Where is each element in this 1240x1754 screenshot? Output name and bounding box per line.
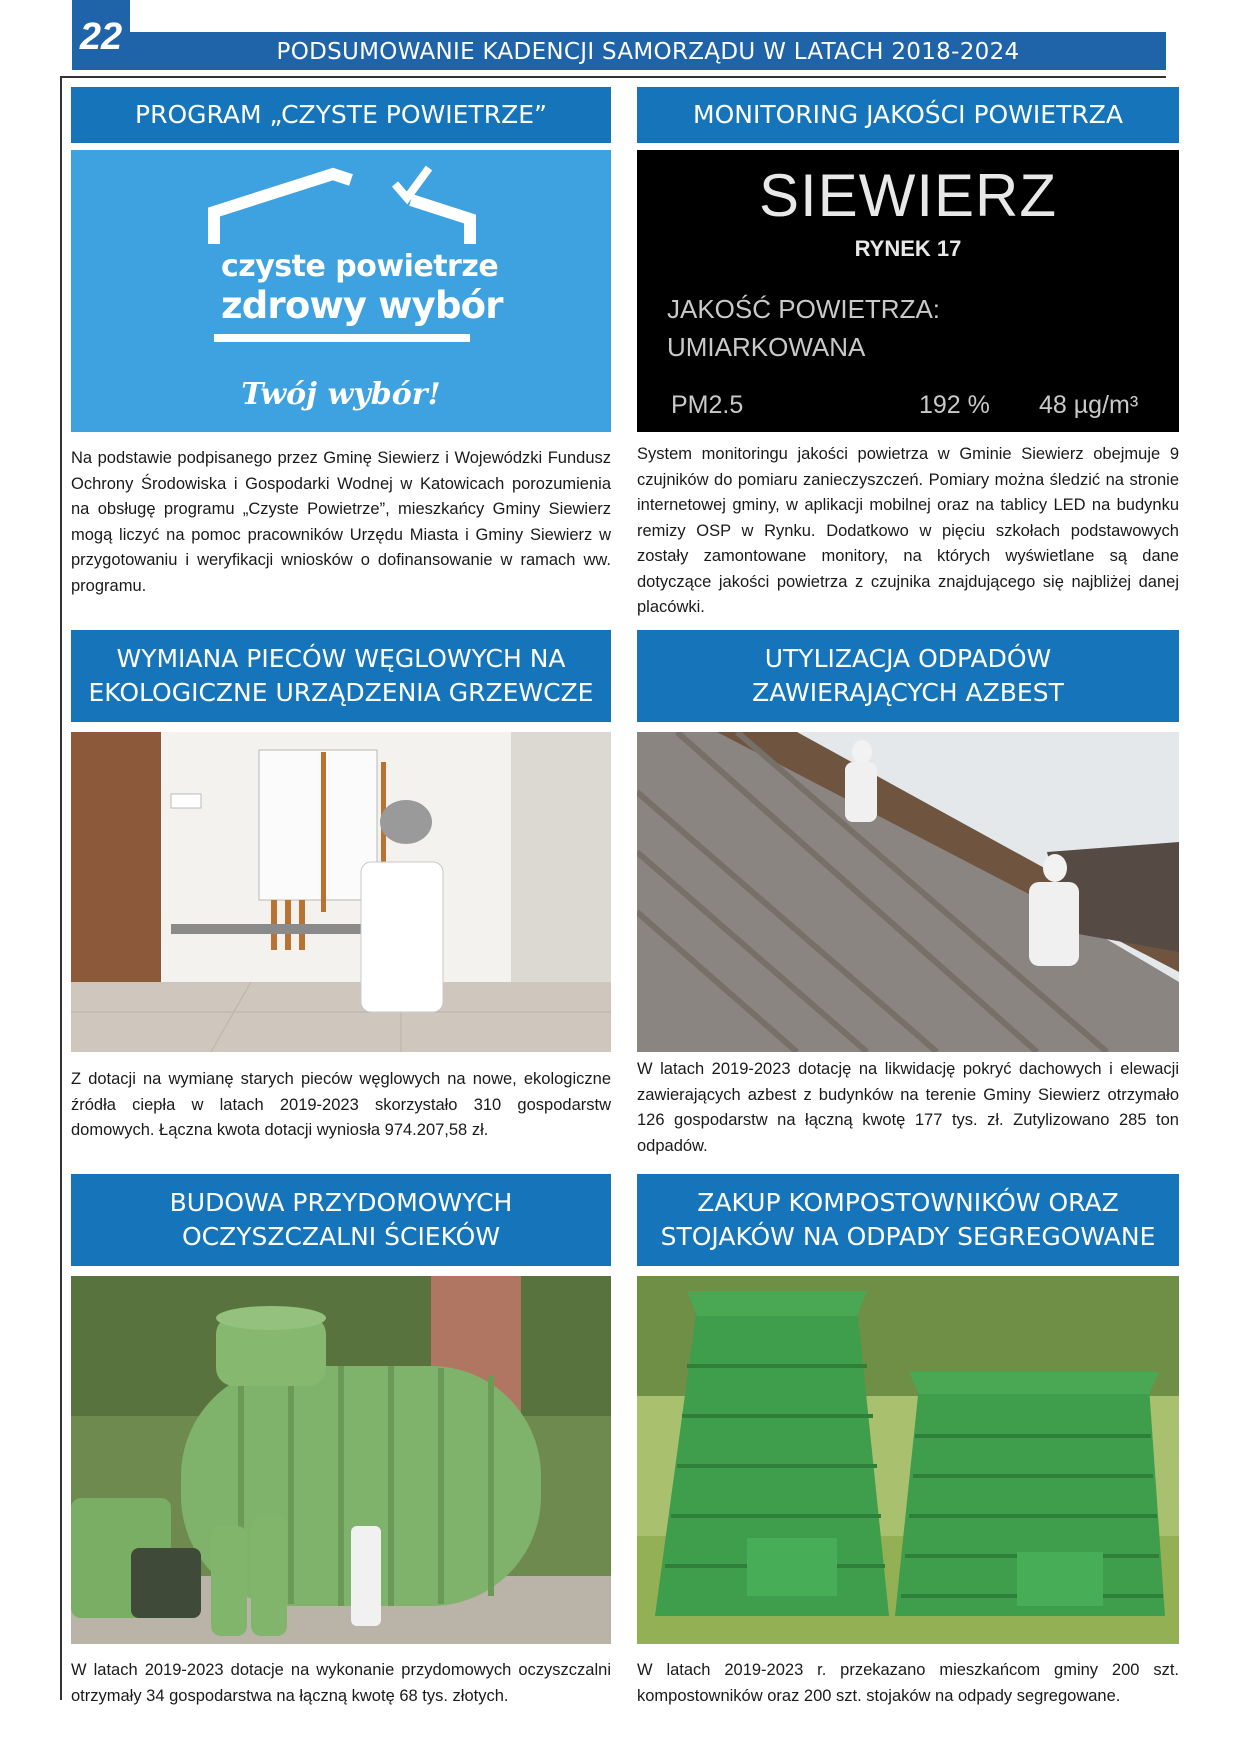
led-concentration: 48 µg/m³	[1039, 391, 1139, 419]
section-title-oczyszczalnie	[71, 1174, 611, 1266]
piece-text: Z dotacji na wymianę starych pieców węglowych na nowe, ekologiczne źródła ciepła w latach 2019-2023 skorzystało 310 gospodarstw domowych. Łączna kwota dotacji wyniosła 974.207,58 zł.	[71, 1070, 611, 1139]
header-divider	[60, 76, 1166, 78]
page-number-box	[72, 0, 130, 70]
led-quality-value: UMIARKOWANA	[667, 332, 866, 362]
septic-tank-photo	[71, 1276, 611, 1644]
czyste-powietrze-logo	[71, 150, 611, 432]
led-quality-label: JAKOŚĆ POWIETRZA:	[667, 294, 941, 324]
section-title-line: WYMIANA PIECÓW WĘGLOWYCH NA	[116, 644, 566, 673]
section-title-line: STOJAKÓW NA ODPADY SEGREGOWANE	[660, 1222, 1156, 1251]
roof-workers-illustration	[637, 732, 1179, 1052]
section-title-line: ZAKUP KOMPOSTOWNIKÓW ORAZ	[697, 1188, 1119, 1217]
led-address: RYNEK 17	[854, 236, 962, 261]
led-pm-label: PM2.5	[671, 391, 744, 419]
monitoring-text: System monitoringu jakości powietrza w Gminie Siewierz obejmuje 9 czujników do pomiaru zanieczyszczeń. Pomiary można śledzić na stronie internetowej gminy, w aplikacji mobilnej oraz na tablicy LED na budynku remizy OSP w Rynku. Dodatkowo w pięciu szkołach podstawowych zostały zamontowane monitory, na których wyświetlane są dane dotyczące jakości powietrza z czujnika znajdującego się najbliżej danej placówki.	[637, 445, 1179, 616]
czyste-powietrze-text: Na podstawie podpisanego przez Gminę Siewierz i Wojewódzki Fundusz Ochrony Środowiska i Gospodarki Wodnej w Katowicach porozumienia na obsługę programu „Czyste Powietrze”, mieszkańcy Gminy Siewierz mogą liczyć na pomoc pracowników Urzędu Miasta i Gminy Siewierz w przygotowaniu i weryfikacji wniosków o dofinansowanie w ramach ww. programu.	[71, 449, 611, 595]
section-title-line: OCZYSZCZALNI ŚCIEKÓW	[181, 1222, 501, 1251]
logo-line-1: czyste powietrze	[221, 249, 499, 284]
section-title-line: UTYLIZACJA ODPADÓW	[764, 644, 1052, 673]
section-title-text: MONITORING JAKOŚCI POWIETRZA	[693, 100, 1123, 129]
section-title-line: EKOLOGICZNE URZĄDZENIA GRZEWCZE	[88, 678, 594, 707]
logo-line-2: zdrowy wybór	[221, 284, 503, 327]
section-title-line: ZAWIERAJĄCYCH AZBEST	[752, 678, 1064, 707]
section-title-kompostowniki	[637, 1174, 1179, 1266]
section-title-azbest	[637, 630, 1179, 722]
composters-illustration	[637, 1276, 1179, 1644]
section-title-piece	[71, 630, 611, 722]
section-title-text: PROGRAM „CZYSTE POWIETRZE”	[135, 100, 547, 129]
section-title-line: BUDOWA PRZYDOMOWYCH	[169, 1188, 513, 1217]
led-percent: 192 %	[919, 391, 990, 419]
boiler-room-photo	[71, 732, 611, 1052]
led-air-quality-board	[637, 150, 1179, 432]
page-number: 22	[79, 16, 123, 58]
septic-tank-illustration	[71, 1276, 611, 1644]
kompostowniki-text: W latach 2019-2023 r. przekazano mieszkańcom gminy 200 szt. kompostowników oraz 200 szt. stojaków na odpady segregowane.	[637, 1661, 1179, 1705]
azbest-text: W latach 2019-2023 dotację na likwidację pokryć dachowych i elewacji zawierających azbest z budynków na terenie Gminy Siewierz otrzymało 126 gospodarstw na łączną kwotę 177 tys. zł. Zutylizowano 285 ton odpadów.	[637, 1060, 1179, 1155]
section-title-czyste-powietrze	[71, 87, 611, 143]
left-margin-rule	[60, 78, 62, 1700]
page-header-title: PODSUMOWANIE KADENCJI SAMORZĄDU W LATACH 2018-2024	[276, 39, 1020, 65]
led-city: SIEWIERZ	[758, 162, 1057, 229]
section-title-monitoring	[637, 87, 1179, 143]
boiler-illustration	[71, 732, 611, 1052]
logo-tagline: Twój wybór!	[241, 377, 441, 412]
asbestos-roof-photo	[637, 732, 1179, 1052]
composters-photo	[637, 1276, 1179, 1644]
header-band	[130, 32, 1166, 70]
oczyszczalnie-text: W latach 2019-2023 dotacje na wykonanie przydomowych oczyszczalni otrzymały 34 gospodarstwa na łączną kwotę 68 tys. złotych.	[71, 1661, 611, 1705]
